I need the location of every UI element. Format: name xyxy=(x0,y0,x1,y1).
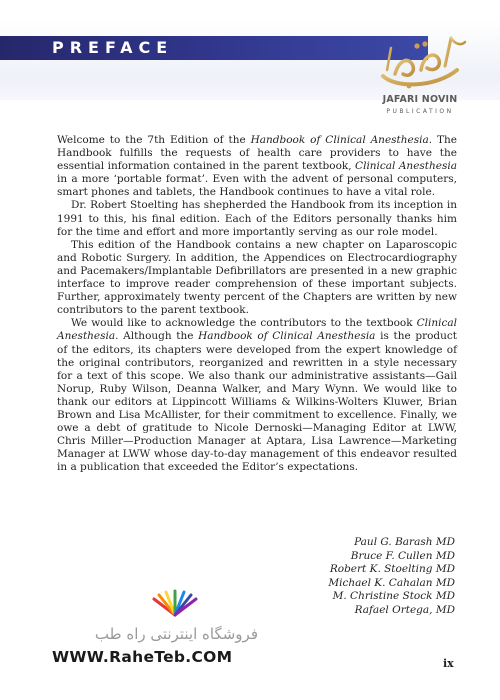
preface-paragraph: Welcome to the 7th Edition of the Handbook of Clinical Anesthesia. The Handbook fulfills the requests of health care providers to have the essential information contained in the parent textbook, Clinical Anesthesia in a more ‘portable format’. Even with the advent of personal computers, smart phones and tablets, the Handbook continues to have a vital role. xyxy=(57,134,458,199)
preface-paragraph: Dr. Robert Stoelting has shepherded the Handbook from its inception in 1991 to this, his final edition. Each of the Editors personally thanks him for the time and effort and more importantly serving as our role model. xyxy=(57,199,457,238)
signature-line: Rafael Ortega, MD xyxy=(354,603,455,616)
signature-line: Bruce F. Cullen MD xyxy=(350,549,455,562)
preface-paragraph: This edition of the Handbook contains a new chapter on Laparoscopic and Robotic Surgery. In addition, the Appendices on Electrocardiography and Pacemakers/Implantable Defibrillators are presented in a new graphic interface to improve reader comprehension of these important subjects. Further, approximately twenty percent of the Chapters are written by new contributors to the parent textbook. xyxy=(57,238,457,317)
publisher-name: JAFARI NOVIN xyxy=(382,94,458,105)
publisher-logo xyxy=(365,30,475,125)
book-rainbow-icon xyxy=(146,589,204,619)
book-title-italic: Clinical Anesthesia xyxy=(355,160,457,173)
signature-line: Michael K. Cahalan MD xyxy=(328,576,455,589)
book-title-italic: Clinical Anesthesia xyxy=(57,317,457,343)
signature-line: Robert K. Stoelting MD xyxy=(329,563,455,575)
title-bar xyxy=(0,36,428,60)
preface-paragraph: We would like to acknowledge the contributors to the textbook Clinical Anesthesia. Although the Handbook of Clinical Anesthesia is the product of the editors, its chapters were developed from the expert knowledge of the original contributors, reorganized and rewritten in a style necessary for a text of this scope. We also thank our administrative assistants—Gail Norup, Ruby Wilson, Deanna Walker, and Mary Wynn. We would like to thank our editors at Lippincott Williams & Wilkins-Wolters Kluwer, Brian Brown and Lisa McAllister, for their commitment to excellence. Finally, we owe a debt of gratitude to Nicole Dernoski—Managing Editor at LWW, Chris Miller—Production Manager at Aptara, Lisa Lawrence—Marketing Manager at LWW whose day-to-day management of this endeavor resulted in a publication that exceeded the Editor’s expectations. xyxy=(57,317,457,474)
watermark-url: WWW.RaheTeb.COM xyxy=(52,648,233,666)
book-title-italic: Handbook of Clinical Anesthesia xyxy=(250,134,429,146)
publisher-subtitle: PUBLICATION xyxy=(386,108,454,115)
preface-body xyxy=(57,134,457,474)
calligraphy-logo-icon xyxy=(365,30,475,96)
signature-line: Paul G. Barash MD xyxy=(354,536,455,548)
editor-signatures xyxy=(215,536,455,617)
watermark-persian: فروشگاه اینترنتی راه طب xyxy=(94,625,258,643)
page-title: PREFACE xyxy=(52,38,174,57)
signature-line: M. Christine Stock MD xyxy=(332,590,455,602)
book-title-italic: Handbook of Clinical Anesthesia xyxy=(198,330,376,343)
page-number: ix xyxy=(443,657,454,670)
